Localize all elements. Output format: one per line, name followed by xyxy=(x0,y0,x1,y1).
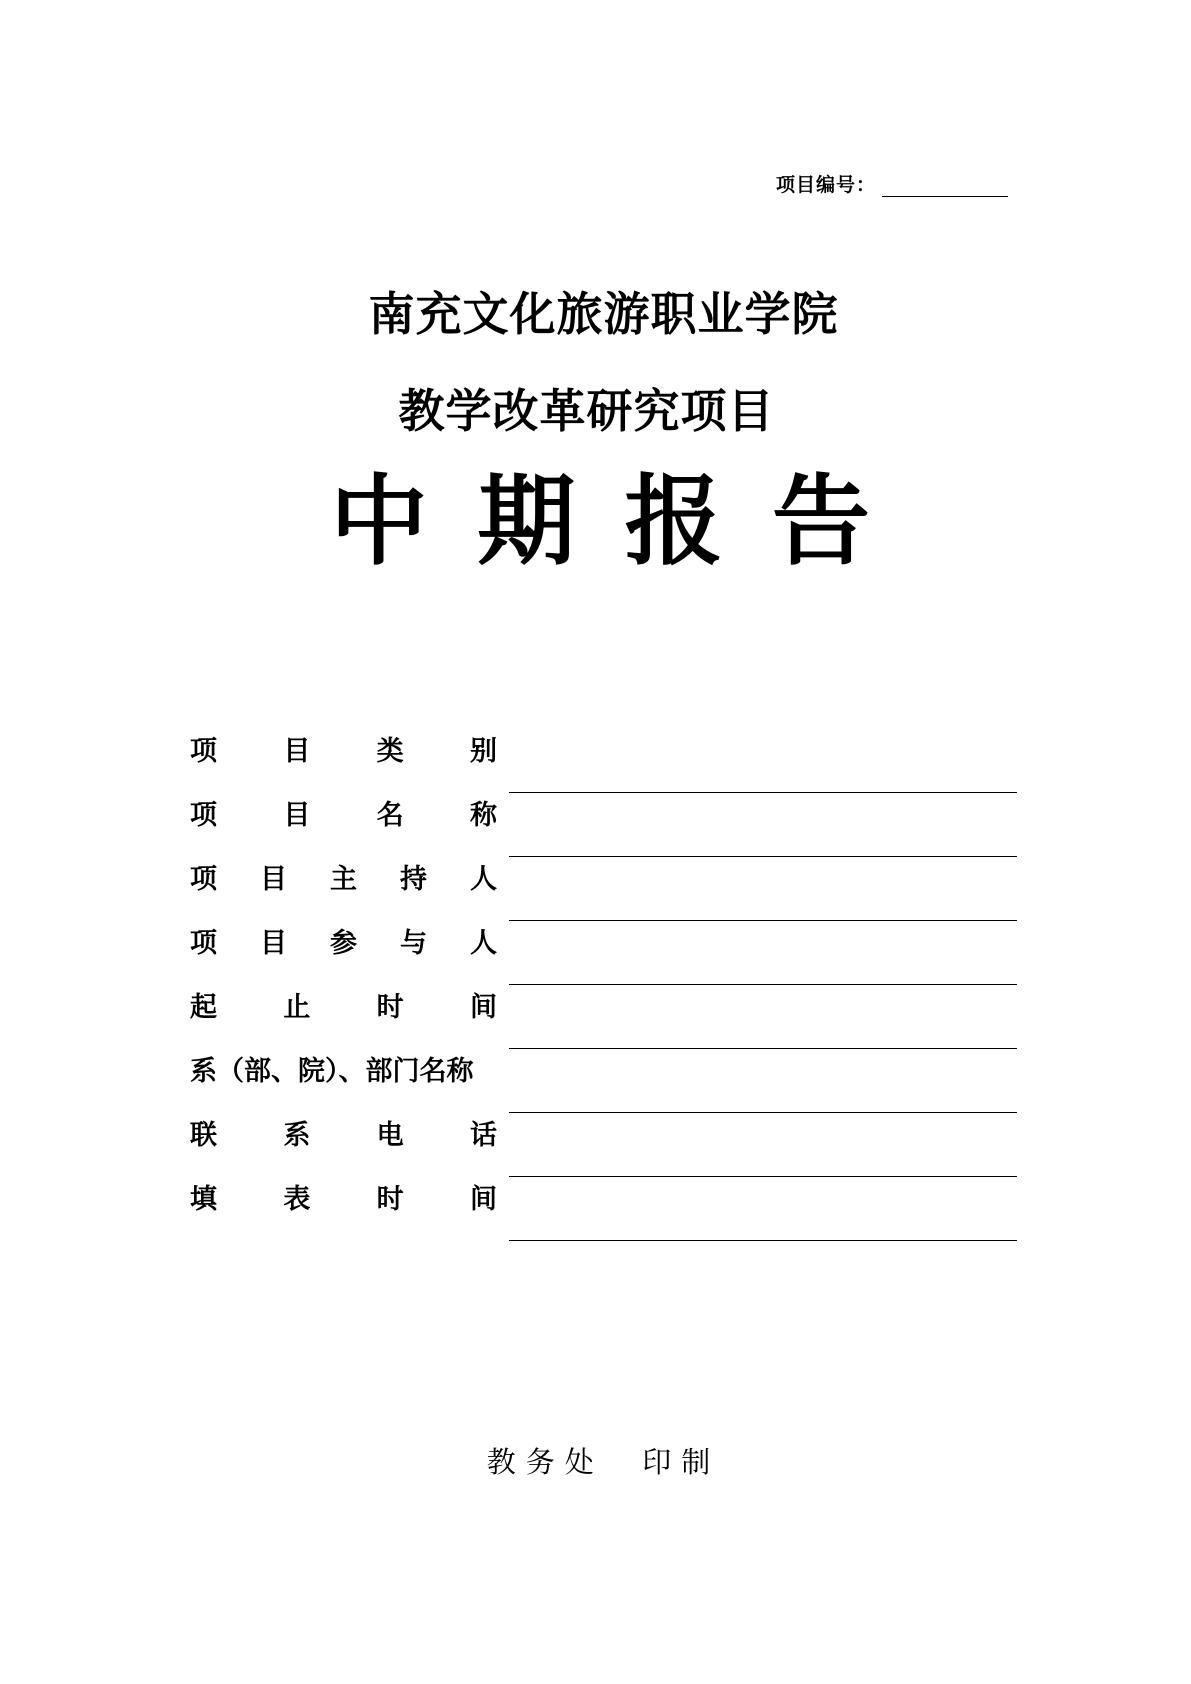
field-fill-line[interactable] xyxy=(509,1176,1017,1177)
field-fill-line[interactable] xyxy=(509,856,1017,857)
field-label-text: 名 xyxy=(376,800,404,831)
field-label-text: 称 xyxy=(469,800,497,831)
field-label-text: 系（部、院）、部门名称 xyxy=(190,1056,474,1087)
field-label-text: 主 xyxy=(330,864,357,895)
field-fill-line[interactable] xyxy=(509,984,1017,985)
field-label xyxy=(190,734,497,770)
field-fill-line[interactable] xyxy=(509,1112,1017,1113)
field-label xyxy=(190,1118,497,1154)
field-label-text: 目 xyxy=(260,928,287,959)
field-label-text: 人 xyxy=(470,864,497,895)
field-label xyxy=(190,1182,497,1218)
field-label-text: 目 xyxy=(260,864,287,895)
report-title-char: 中 xyxy=(330,464,429,579)
field-row xyxy=(190,1054,1017,1118)
field-label-text: 持 xyxy=(400,864,427,895)
field-label-text: 项 xyxy=(190,736,217,767)
field-row xyxy=(190,1118,1017,1182)
field-label xyxy=(190,926,497,962)
field-label-text: 话 xyxy=(469,1120,497,1151)
issuer-footer: 教务处 印制 xyxy=(486,1445,721,1479)
field-row xyxy=(190,1182,1017,1246)
report-title-char: 告 xyxy=(771,464,870,579)
institution-title: 南充文化旅游职业学院 xyxy=(368,287,839,341)
field-fill-line[interactable] xyxy=(509,792,1017,793)
field-label-text: 参 xyxy=(330,928,357,959)
field-label-text: 项 xyxy=(190,928,217,959)
field-label-text: 与 xyxy=(400,928,427,959)
field-label-text: 别 xyxy=(469,736,497,767)
field-label-text: 间 xyxy=(469,1184,497,1215)
field-label-text: 时 xyxy=(376,992,404,1023)
field-row xyxy=(190,926,1017,990)
field-label-text: 系 xyxy=(283,1120,311,1151)
report-title xyxy=(330,462,870,582)
field-label xyxy=(190,990,497,1026)
field-row xyxy=(190,798,1017,862)
field-row xyxy=(190,734,1017,798)
field-row xyxy=(190,990,1017,1054)
field-fill-line[interactable] xyxy=(509,1048,1017,1049)
project-number-label: 项目编号： xyxy=(776,174,877,196)
field-label-text: 人 xyxy=(470,928,497,959)
field-label-text: 时 xyxy=(376,1184,404,1215)
report-title-char: 期 xyxy=(477,464,576,579)
field-label-text: 电 xyxy=(376,1120,404,1151)
field-label xyxy=(190,862,497,898)
field-label-text: 项 xyxy=(190,864,217,895)
field-row xyxy=(190,862,1017,926)
project-number-blank[interactable] xyxy=(882,178,1008,197)
project-type-title: 教学改革研究项目 xyxy=(398,384,775,438)
field-label-text: 类 xyxy=(376,736,404,767)
field-label xyxy=(190,798,497,834)
report-title-char: 报 xyxy=(624,464,723,579)
field-label-text: 目 xyxy=(283,800,311,831)
field-label-text: 起 xyxy=(190,992,217,1023)
field-label-text: 目 xyxy=(283,736,311,767)
field-fill-line[interactable] xyxy=(509,1240,1017,1241)
field-fill-line[interactable] xyxy=(509,920,1017,921)
info-fields xyxy=(190,734,1017,1246)
project-number xyxy=(776,170,1008,197)
field-label-text: 止 xyxy=(283,992,311,1023)
field-label-text: 间 xyxy=(469,992,497,1023)
field-label xyxy=(190,1054,497,1090)
field-label-text: 填 xyxy=(190,1184,217,1215)
field-label-text: 联 xyxy=(190,1120,217,1151)
field-label-text: 项 xyxy=(190,800,217,831)
field-label-text: 表 xyxy=(283,1184,311,1215)
